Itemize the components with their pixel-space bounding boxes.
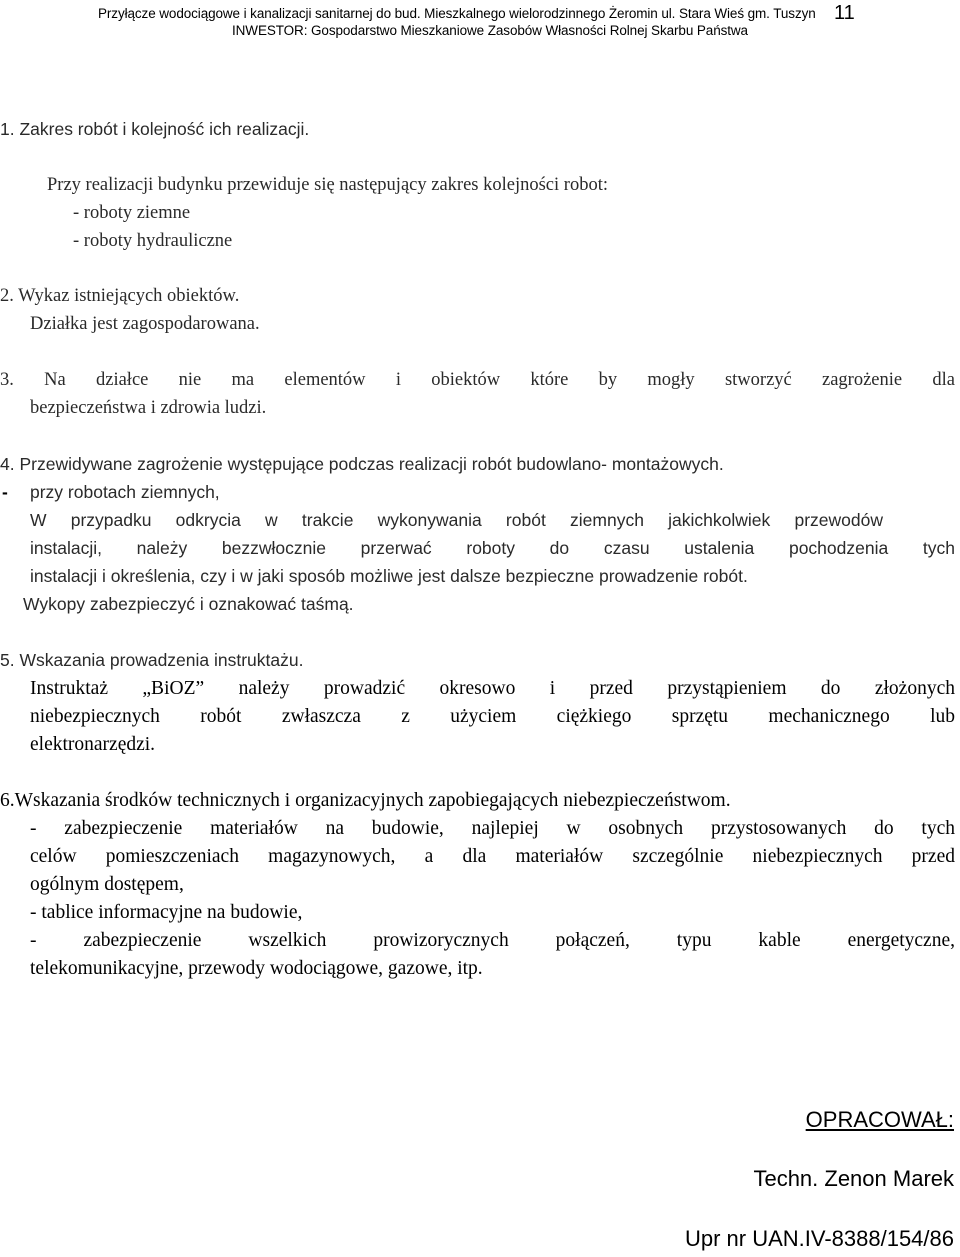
section2-text: Działka jest zagospodarowana. xyxy=(30,314,260,334)
section6-line6: telekomunikacyjne, przewody wodociągowe, gazowe, itp. xyxy=(30,958,483,979)
section3-line2: bezpieczeństwa i zdrowia ludzi. xyxy=(30,398,267,418)
signature-label: OPRACOWAŁ: xyxy=(805,1107,954,1132)
section2-heading: 2. Wykaz istniejących obiektów. xyxy=(0,286,240,306)
section1-item-earthworks: - roboty ziemne xyxy=(73,203,191,223)
header-investor-line: INWESTOR: Gospodarstwo Mieszkaniowe Zasobów Własności Rolnej Skarbu Państwa xyxy=(232,23,748,38)
header-title-line: Przyłącze wodociągowe i kanalizacji sanitarnej do bud. Mieszkalnego wielorodzinnego Żeromin ul. Stara Wieś gm. Tuszyn xyxy=(98,6,816,21)
section3-line1: 3. Na działce nie ma elementów i obiektów które by mogły stworzyć zagrożenie dla xyxy=(0,370,955,390)
section4-heading: 4. Przewidywane zagrożenie występujące podczas realizacji robót budowlano- montażowych. xyxy=(0,454,724,474)
signature-license: Upr nr UAN.IV-8388/154/86 xyxy=(684,1226,954,1251)
section6-line2: celów pomieszczeniach magazynowych, a dla materiałów szczególnie niebezpiecznych przed xyxy=(30,846,955,867)
section4-line4: Wykopy zabezpieczyć i oznakować taśmą. xyxy=(23,594,354,614)
section4-dash: - xyxy=(2,482,8,502)
section6-line5: - zabezpieczenie wszelkich prowizorycznych połączeń, typu kable energetyczne, xyxy=(30,930,955,951)
signature-name: Techn. Zenon Marek xyxy=(753,1166,954,1191)
section4-sub: przy robotach ziemnych, xyxy=(30,482,220,502)
section1-heading: 1. Zakres robót i kolejność ich realizacji. xyxy=(0,119,310,139)
section5-line3: elektronarzędzi. xyxy=(30,734,156,755)
section6-line4: - tablice informacyjne na budowie, xyxy=(30,902,303,923)
section6-line1: - zabezpieczenie materiałów na budowie, najlepiej w osobnych przystosowanych do tych xyxy=(30,818,955,839)
section6-heading: 6.Wskazania środków technicznych i organizacyjnych zapobiegających niebezpieczeństwom. xyxy=(0,790,731,811)
section4-line1: W przypadku odkrycia w trakcie wykonywania robót ziemnych jakichkolwiek przewodów xyxy=(30,510,883,530)
section4-line2: instalacji, należy bezzwłocznie przerwać roboty do czasu ustalenia pochodzenia tych xyxy=(30,538,955,558)
section5-line1: Instruktaż „BiOZ” należy prowadzić okresowo i przed przystąpieniem do złożonych xyxy=(30,678,955,699)
section6-line3: ogólnym dostępem, xyxy=(30,874,184,895)
section5-line2: niebezpiecznych robót zwłaszcza z użyciem ciężkiego sprzętu mechanicznego lub xyxy=(30,706,955,727)
section1-intro: Przy realizacji budynku przewiduje się następujący zakres kolejności robot: xyxy=(47,175,608,195)
section5-heading: 5. Wskazania prowadzenia instruktażu. xyxy=(0,650,304,670)
section4-line3: instalacji i określenia, czy i w jaki sposób możliwe jest dalsze bezpieczne prowadzenie robót. xyxy=(30,566,748,586)
section1-item-hydraulics: - roboty hydrauliczne xyxy=(73,231,233,251)
page-number: 11 xyxy=(834,2,855,24)
